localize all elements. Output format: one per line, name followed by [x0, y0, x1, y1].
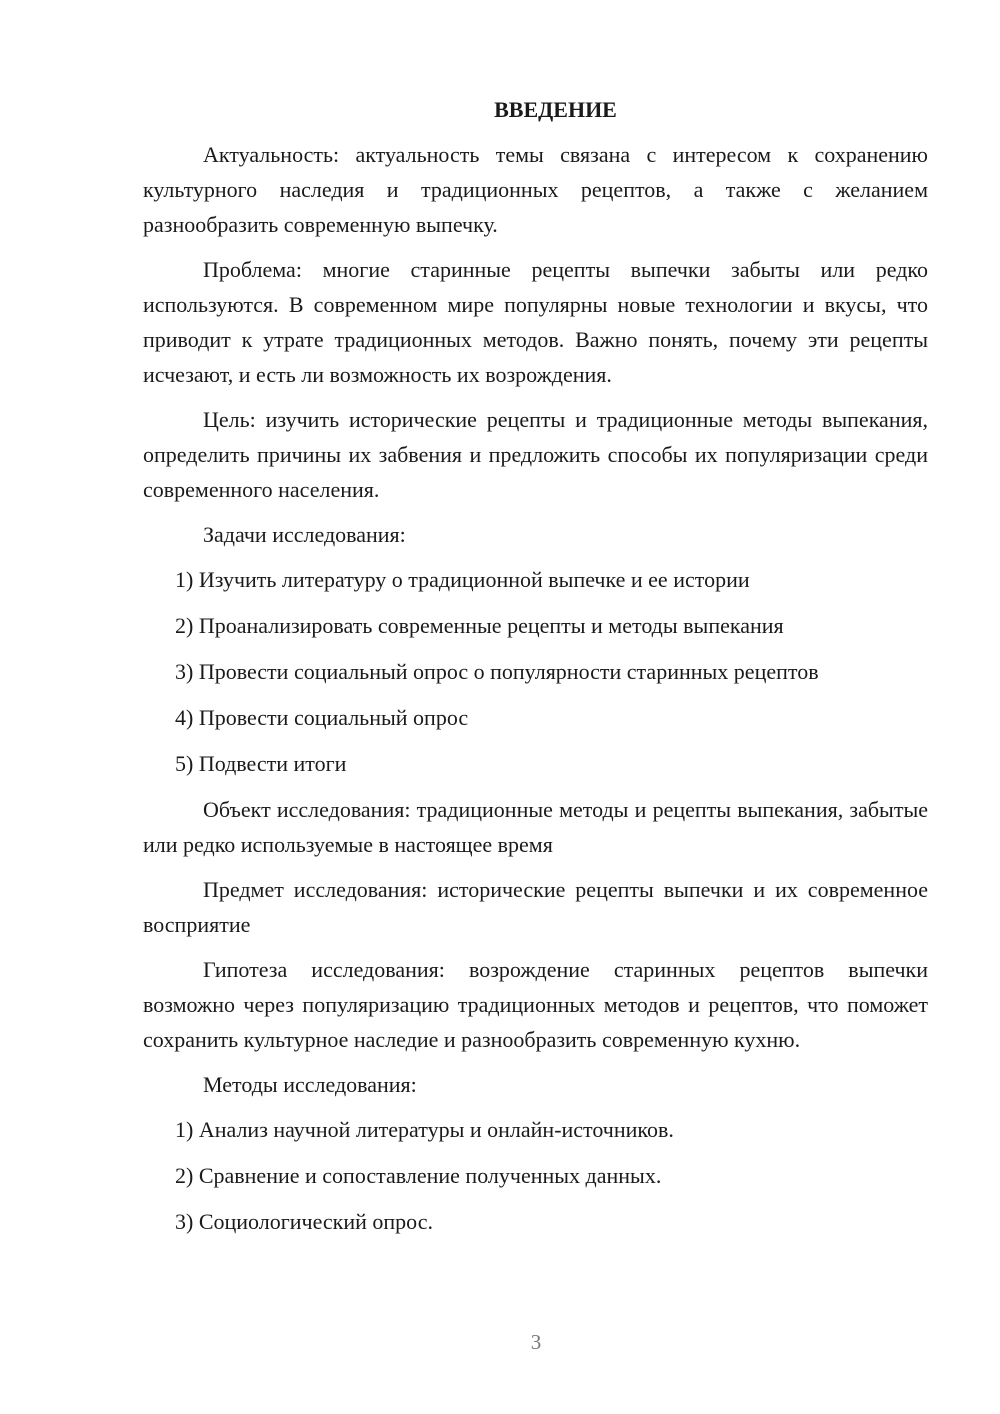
list-item: 5) Подвести итоги	[175, 751, 347, 776]
methods-list	[143, 1112, 928, 1239]
goal-paragraph: Цель: изучить исторические рецепты и традиционные методы выпекания, определить причины их забвения и предложить способы их популяризации среди современного населения.	[143, 407, 928, 502]
list-item: 2) Проанализировать современные рецепты и методы выпекания	[175, 613, 784, 638]
subject-paragraph: Предмет исследования: исторические рецепты выпечки и их современное восприятие	[143, 877, 928, 937]
document-page	[143, 92, 928, 1250]
list-item: 4) Провести социальный опрос	[175, 705, 469, 730]
relevance-paragraph: Актуальность: актуальность темы связана с интересом к сохранению культурного наследия и традиционных рецептов, а также с желанием разнообразить современную выпечку.	[143, 142, 928, 237]
tasks-heading: Задачи исследования:	[203, 522, 406, 547]
page-title: ВВЕДЕНИЕ	[494, 97, 617, 122]
problem-paragraph: Проблема: многие старинные рецепты выпечки забыты или редко используются. В современном мире популярны новые технологии и вкусы, что приводит к утрате традиционных методов. Важно понять, почему эти рецепты исчезают, и есть ли возможность их возрождения.	[143, 257, 928, 387]
list-item: 1) Анализ научной литературы и онлайн-источников.	[175, 1117, 674, 1142]
object-paragraph: Объект исследования: традиционные методы и рецепты выпекания, забытые или редко используемые в настоящее время	[143, 797, 928, 857]
list-item: 3) Социологический опрос.	[175, 1209, 433, 1234]
list-item: 2) Сравнение и сопоставление полученных данных.	[175, 1163, 662, 1188]
list-item: 3) Провести социальный опрос о популярности старинных рецептов	[175, 659, 819, 684]
tasks-list	[143, 562, 928, 781]
hypothesis-paragraph: Гипотеза исследования: возрождение старинных рецептов выпечки возможно через популяризацию традиционных методов и рецептов, что поможет сохранить культурное наследие и разнообразить современную кухню.	[143, 957, 928, 1052]
methods-heading: Методы исследования:	[203, 1072, 417, 1097]
list-item: 1) Изучить литературу о традиционной выпечке и ее истории	[175, 567, 750, 592]
page-number: 3	[530, 1330, 542, 1354]
